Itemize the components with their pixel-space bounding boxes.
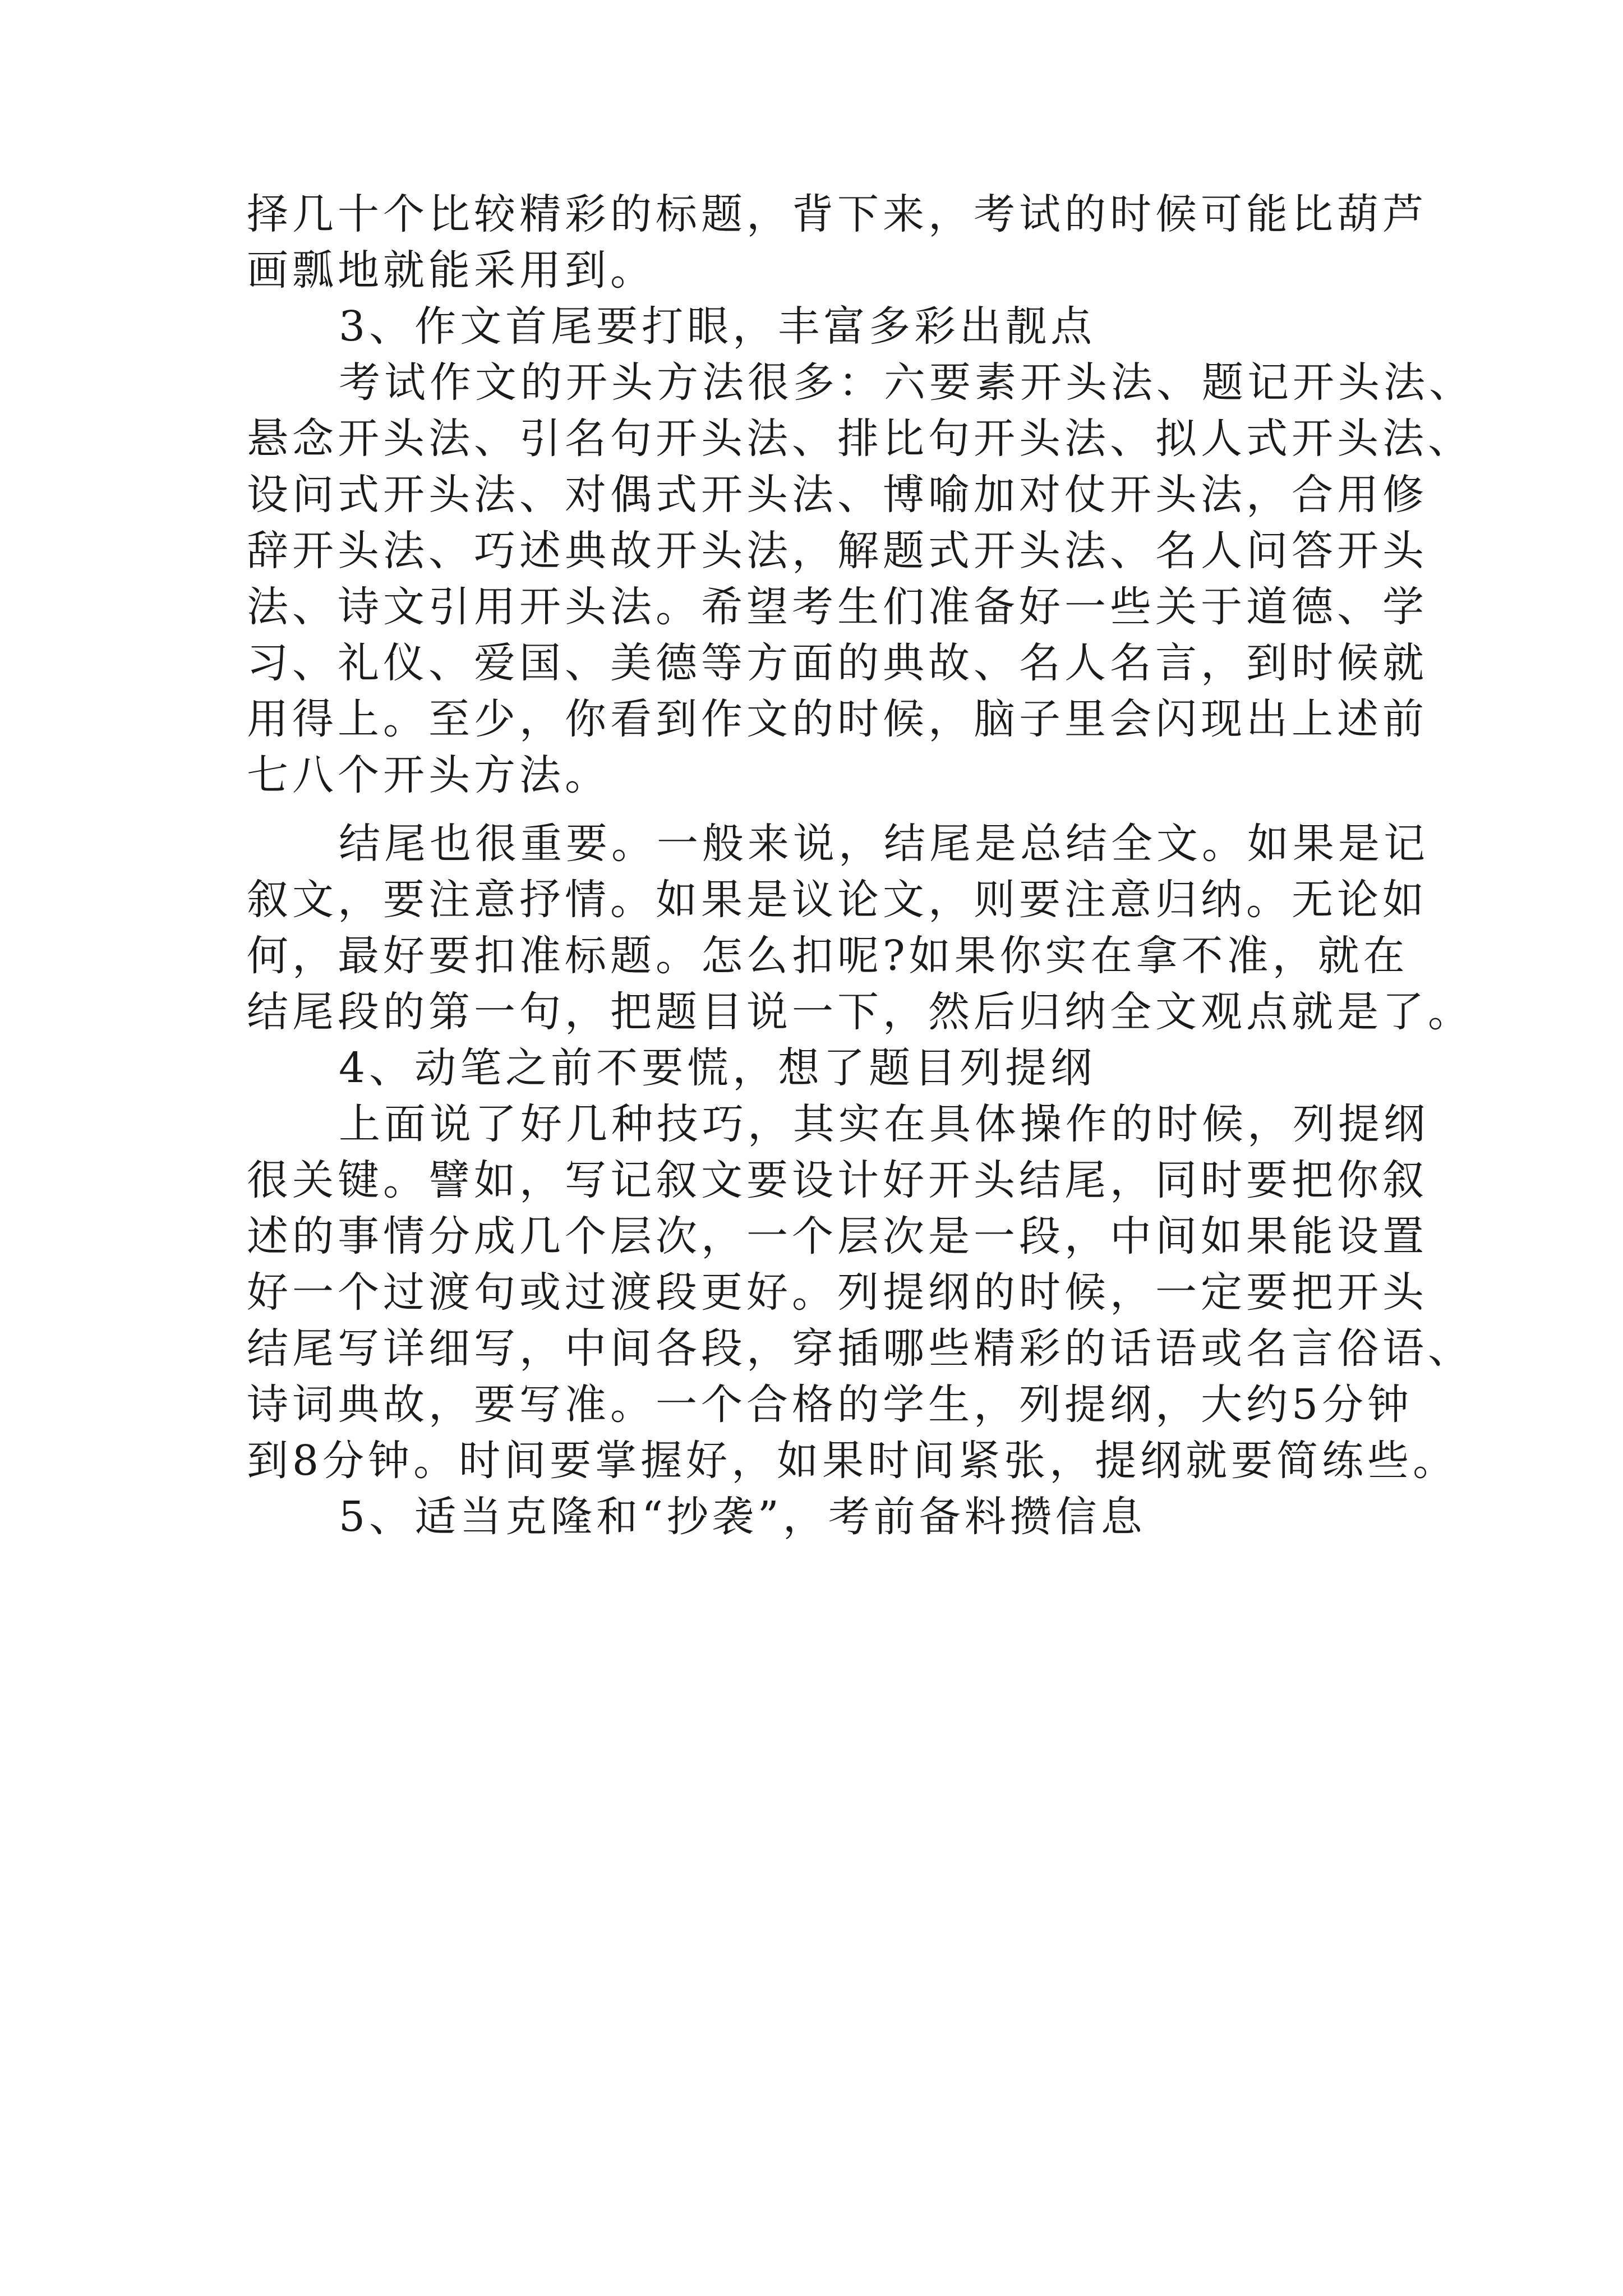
text-line: 结尾写详细写，中间各段，穿插哪些精彩的话语或名言俗语、: [247, 1324, 1473, 1373]
text-line: 七八个开头方法。: [247, 751, 610, 799]
body-text: [247, 186, 1474, 1545]
text-line: 悬念开头法、引名句开头法、排比句开头法、拟人式开头法、: [247, 415, 1473, 463]
text-line: 上面说了好几种技巧，其实在具体操作的时候，列提纲: [339, 1100, 1429, 1148]
text-line: 很关键。譬如，写记叙文要设计好开头结尾，同时要把你叙: [247, 1156, 1428, 1204]
text-line: 述的事情分成几个层次，一个层次是一段，中间如果能设置: [247, 1212, 1428, 1260]
section-heading: 4、动笔之前不要慌，想了题目列提纲: [339, 1044, 1096, 1092]
text-line: 何，最好要扣准标题。怎么扣呢?如果你实在拿不准，就在: [247, 932, 1409, 980]
text-line: 辞开头法、巧述典故开头法，解题式开头法、名人问答开头: [247, 527, 1428, 575]
section-heading: 5、适当克隆和“抄袭”，考前备料攒信息: [339, 1493, 1146, 1541]
text-line: 好一个过渡句或过渡段更好。列提纲的时候，一定要把开头: [247, 1268, 1428, 1317]
text-line: 画瓢地就能采用到。: [247, 246, 656, 295]
text-line: 到8分钟。时间要掌握好，如果时间紧张，提纲就要简练些。: [247, 1437, 1459, 1485]
section-heading: 3、作文首尾要打眼，丰富多彩出靓点: [339, 302, 1096, 351]
text-line: 结尾段的第一句，把题目说一下，然后归纳全文观点就是了。: [247, 988, 1473, 1036]
text-line: 叙文，要注意抒情。如果是议论文，则要注意归纳。无论如: [247, 876, 1428, 924]
text-line: 诗词典故，要写准。一个合格的学生，列提纲，大约5分钟: [247, 1381, 1413, 1429]
text-line: 结尾也很重要。一般来说，结尾是总结全文。如果是记: [339, 820, 1429, 868]
text-line: 考试作文的开头方法很多：六要素开头法、题记开头法、: [339, 358, 1474, 407]
text-line: 用得上。至少，你看到作文的时候，脑子里会闪现出上述前: [247, 695, 1428, 743]
text-line: 设问式开头法、对偶式开头法、博喻加对仗开头法，合用修: [247, 471, 1428, 519]
text-line: 习、礼仪、爱国、美德等方面的典故、名人名言，到时候就: [247, 639, 1428, 687]
text-line: 择几十个比较精彩的标题，背下来，考试的时候可能比葫芦: [247, 190, 1428, 238]
text-line: 法、诗文引用开头法。希望考生们准备好一些关于道德、学: [247, 583, 1428, 631]
